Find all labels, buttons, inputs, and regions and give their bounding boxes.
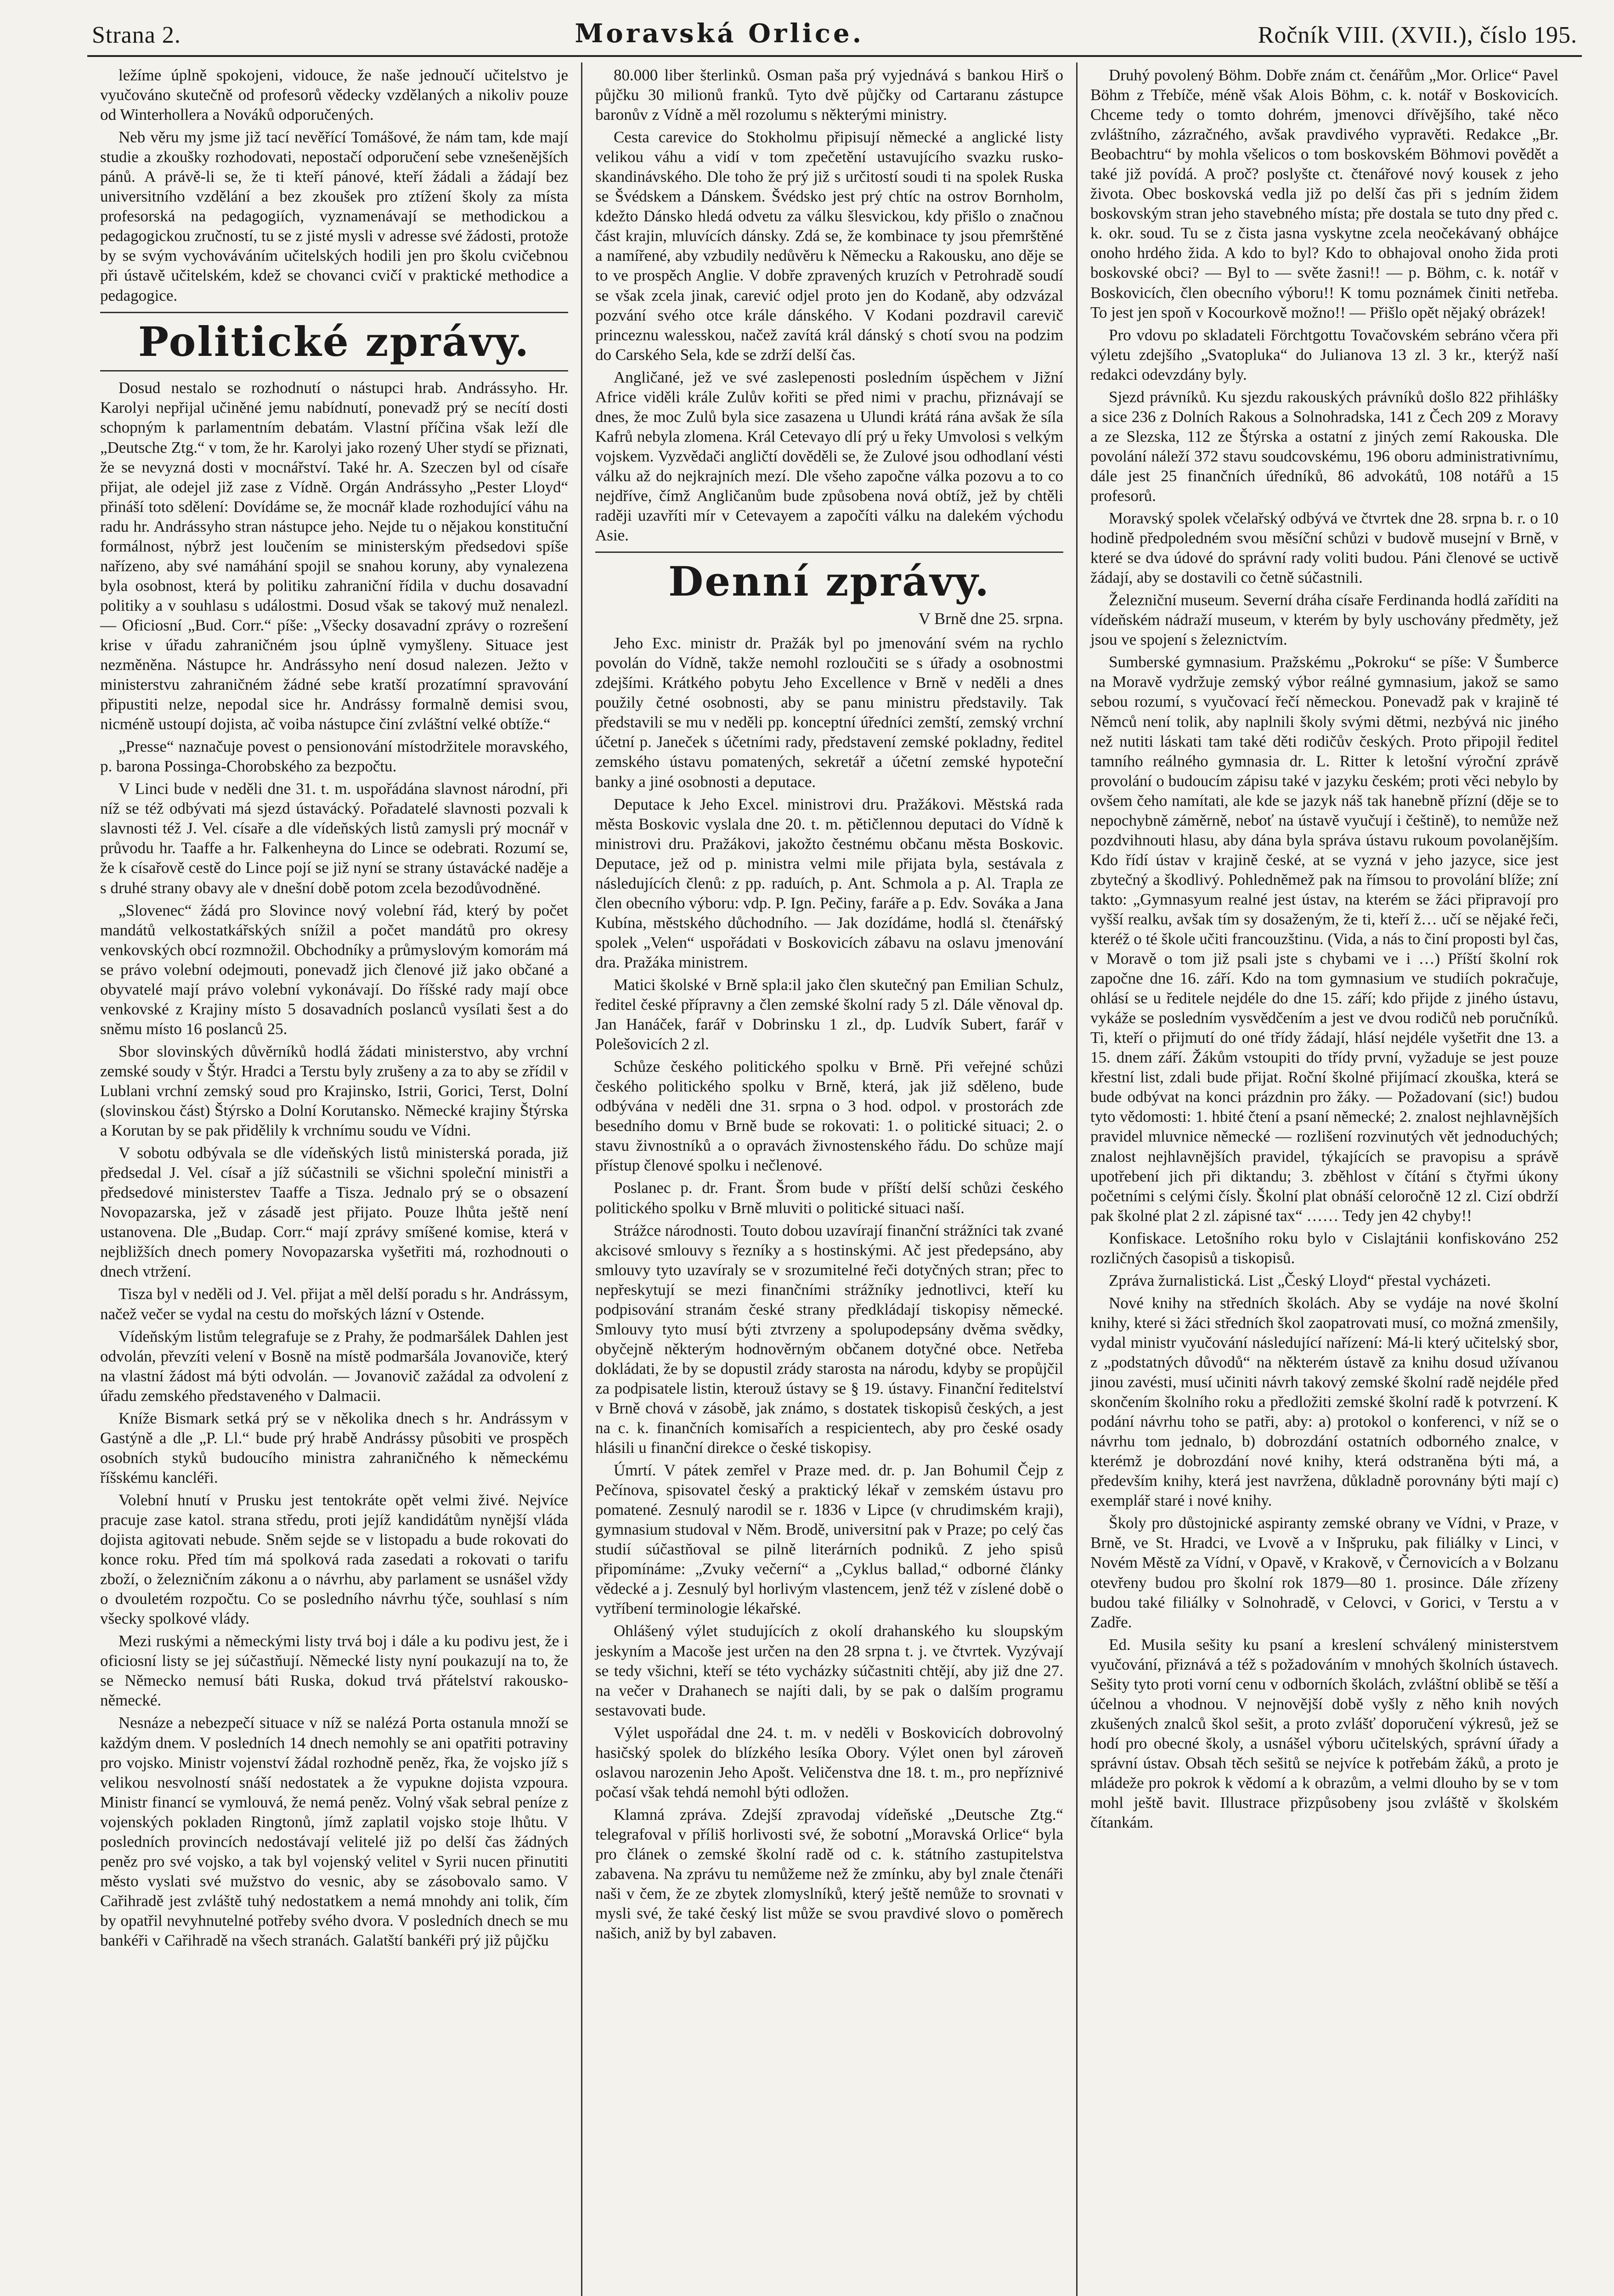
news-item: Sumberské gymnasium. Pražskému „Pokroku“ se píše: V Šumberce na Moravě vydržuje zemský výbor reálné gymnasium, jakož se samo sebou rozumí, s vyučovací řečí německou. Ponevadž pak v krajině té Němců není tolik, aby naplnili školy svými dětmi, nezbývá nic jiného než nutiti láskati tam také děti rodičův českých. Proto připojil ředitel tamního reálného gymnasia dr. L. Ritter k letošní výroční zprávě provolání o budoucím zápisu také v jazyku českém; proti věci nebylo by ovšem čeho namítati, ale kde se jazyk náš tak hanebně přízní (děje se to nepochybně záměrně, neboť na ústavě vyučují i češtině), to nemůže než pozdvihnouti hlasu, aby dána byla správa ústavu rukoum povolanějším. Kdo řídí ústav v krajině české, at se vyzná v jeho jazyce, sice jest zbytečný a škodlivý. Pohledněmež pak na římsou to provolání blíže; zní takto: „Gymnasyum realné jest ústav, na kterém se žáci připravojí pro vyšší realku, avšak tím sy dosaženým, že ti, kteří ž… učí se nějaké řeči, kteréž o té škole učiti francouzštinu. (Vida, a nás to činí proposti byl čas, v Moravě o tom již psali jste s chybami ve i …) Příští školní rok započne dne 16. září. Kdo na tom gymnasium ve studiích pokračuje, ohlásí se u ředitele nejdéle do dne 15. září; kdo přijde z jiného ústavu, vykáže se posledním vysvědčením a jest ve dvou rodičů neb poručníků. Ti, kteří o přijmutí do oné třídy žádají, hlásí nejdéle vyšetřit dne 13. a 15. dnem září. Žákům vstoupiti do třídy první, vyžaduje se jest pouze křestní list, zdali bude přijat. Roční školné přijímací zkouška, která se bude odbývat na konci prázdnin pro žáky. — Požadovaní (sic!) budou tyto vědomosti: 1. hbité čtení a psaní německé; 2. znalost nejhlavnějších pravidel mluvnice německé — rozlišení rozvinutých vět jednoduchých; znalost nejhlavnějších pravidel, týkajících se pravopisu a správě upotřebení jich při diktandu; 3. zběhlost v čítání s čtyřmi úkony početními s celými čísly. Školní plat obnáší celoročně 12 zl. Cizí obdrží pak školné plat 2 zl. zápisné tax“ …… Tedy jen 42 chyby!! bbox=[1090, 653, 1558, 1225]
news-item: Deputace k Jeho Excel. ministrovi dru. Pražákovi. Městská rada města Boskovic vyslala dne 20. t. m. pětičlennou deputaci do Vídně k ministrovi dru. Pražákovi, jakožto čestnému občanu města Boskovic. Deputace, jež od p. ministra velmi mile přijata byla, sestávala z následujících členů: z pp. raduích, p. Ant. Schmola a p. Al. Trapla ze člen obecního výboru: vdp. P. Ign. Pečiny, faráře a p. Edv. Sováka a Jana Kubína, městského důchodního. — Jak dozídáme, hodlá sl. čtenářský spolek „Velen“ uspořádati v Boskovicích zábavu na oslavu jmenování dra. Pražáka ministrem. bbox=[595, 795, 1063, 971]
intro-article bbox=[100, 65, 568, 305]
news-item: Zpráva žurnalistická. List „Český Lloyd“ přestal vycházeti. bbox=[1109, 1271, 1491, 1289]
news-item: Ed. Musila sešity ku psaní a kreslení schválený ministerstvem vyučování, přiznává a též s požadováním v mnohých školních ústavech. Sešity tyto proti vorní cenu v odborních školách, zvláštní oblibě se těší a účelnou a vhodnou. V nejnovější době vyšly z něho knih nových zkušených znalců škol sešit, a proto zvlášť doporučení výkresů, jež se hodí pro obecné školy, a usnášel výboru učitelských, správní úřady a správní ústav. Obsah těch sešitů se nejvíce k potřebám žáků, a proto je mládeže pro pokrok k vědomí a k obrazům, a velmi dlouho by se v tom mohl ještě bavit. Illustrace přizpůsobeny jsou zvláště v školském čítankám. bbox=[1090, 1635, 1558, 1832]
dateline: V Brně dne 25. srpna. bbox=[918, 609, 1063, 628]
news-item: Ohlášený výlet studujících z okolí drahanského ku sloupským jeskyním a Macoše jest určen na den 28 srpna t. j. ve čtvrtek. Vyzývají se tedy všichni, kteří se této vycházky súčastniti chtějí, aby již dne 27. na večer v Drahanech se najíti dali, by se pak o dalším programu sestavovati bude. bbox=[595, 1622, 1063, 1719]
masthead-title: Moravská Orlice. bbox=[575, 18, 864, 49]
issue-info: Ročník VIII. (XVII.), číslo 195. bbox=[1258, 22, 1577, 48]
column-1 bbox=[87, 57, 581, 2296]
news-item: Nesnáze a nebezpečí situace v níž se nalézá Porta ostanula množí se každým dnem. V posledních 14 dnech nemohly se ani opatřiti potraviny pro vojsko. Ministr vojenství žádal rozhodně peněz, řka, že vojsko jíž s velikou nesvolností snáší nedostatek a že vypukne dojista vzpoura. Ministr financí se vymlouvá, že nemá peněz. Volný však sebral peníze z vojenských pokladen Ringtonů, jímž zaplatil vojsko stoje lhůtu. V posledních provincích nedostávají velitelé již po delší čas žádných peněz pro své vojsko, a tak byl vojenský velitel v Syrii nucen přinutiti město vyslati své mužstvo do vesnic, aby se zásobovalo samo. V Cařihradě jest zvláště tuhý nedostatkem a nemá mnohdy ani tolik, čím by opatřil nevyhnutelné potřeby svého dvora. V posledních dnech se mu bankéři v Cařihradě na všech stranách. Galatští bankéři prý již půjčku bbox=[100, 1714, 568, 1949]
news-item: Výlet uspořádal dne 24. t. m. v neděli v Boskovicích dobrovolný hasičský spolek do blízkého lesíka Obory. Výlet onen byl zároveň oslavou narozenin Jeho Apošt. Veličenstva dne 18. t. m., pro nepříznivé počasí však tehdá nemohl býti odložen. bbox=[595, 1723, 1063, 1801]
news-item: Kníže Bismark setká prý se v několika dnech s hr. Andrássym v Gastýně a dle „P. Ll.“ bude prý hrabě Andrássy působiti ve prospěch osobních styků budoucího ministra zahraničného k německému říšskému kancléři. bbox=[100, 1409, 568, 1486]
news-item: Úmrtí. V pátek zemřel v Praze med. dr. p. Jan Bohumil Čejp z Pečínova, spisovatel český a praktický lékař v zemském ústavu pro pomatené. Zesnulý narodil se r. 1836 v Lipce (v chrudimském kraji), gymnasium studoval v Něm. Brodě, universitní pak v Praze; po celý čas studií súčastňoval se pilně literárních podniků. Z jeho spisů připomínáme: „Zvuky večerní“ a „Cyklus ballad,“ odborné články vědecké a j. Zesnulý byl horlivým vlastencem, jenž též v zíslené době o vytříbení terminologie lékařské. bbox=[595, 1461, 1063, 1618]
news-item: Školy pro důstojnické aspiranty zemské obrany ve Vídni, v Praze, v Brně, ve St. Hradci, ve Lvově a v Inšpruku, pak filiálky v Linci, v Novém Městě za Vídní, v Opavě, v Krakově, v Černovicích a v Bolzanu otevřeny budou pro školní rok 1879—80 1. prosince. Dále zřízeny budou také filiálky v Solnohradě, v Celovci, v Gorici, v Terstu a v Zadře. bbox=[1090, 1514, 1558, 1631]
news-item: Dosud nestalo se rozhodnutí o nástupci hrab. Andrássyho. Hr. Karolyi nepřijal učiněné jemu nabídnutí, ponevadž prý se necítí dosti schopným k parlamentním debatám. Vlastní příčina však leží dle „Deutsche Ztg.“ v tom, že hr. Karolyi jako rozený Uher stydí se přiznati, že se nevyzná dosti v mocnářství. Také hr. A. Szeczen byl od císaře přijat, ale odejel již zase z Vídně. Orgán Andrássyho „Pester Lloyd“ přináší toto sdělení: Dovídáme se, že mocnář klade rozhodující váhu na radu hr. Andrássyho stran nástupce jeho. Nejde tu o nějakou konstituční formálnost, nýbrž jest loučením se ministerským předsedovi spíše nařízeno, aby své namáhání spojil se snahou koruny, aby vynalezena byla osobnost, která by politiku zahraniční řídila v duchu dosavadní politiky a v souhlasu s událostmi. Dosud však se takový muž nenalezl. — Oficiosní „Bud. Corr.“ píše: „Všecky dosavadní zprávy o rozrešení krise v úřadu zahraničném jsou úplně vymyšleny. Situace jest nezměněna. Nástupce hr. Andrássyho není dosud nalezen. Ježto v ministerstvu zahraničném žádné sebe kratší prozatímní spravování připustiti nelze, nepodal sice hr. Andrássy formalně demisi svou, nicméně ustoupí dojista, ač voiba nástupce činí zvláštní velké obtíže.“ bbox=[100, 379, 568, 733]
section-title-political: Politické zprávy. bbox=[138, 317, 530, 366]
news-item: Volební hnutí v Prusku jest tentokráte opět velmi živé. Nejvíce pracuje zase katol. strana středu, proti jejíž kandidátům nynější vláda dojista agitovati nebude. Sněm sejde se v listopadu a bude rokovati do konce roku. Před tím má spolková rada zasedati a rokovati o tarifu zboží, o železničním zákonu a o návrhu, aby parlament se usnášel vždy o dvouletém rozpočtu. Co se posledního návrhu týče, souhlasí s ním všecky spolkové vlády. bbox=[100, 1491, 568, 1628]
column-2 bbox=[582, 57, 1076, 2296]
page-header bbox=[87, 18, 1582, 57]
news-item: Sbor slovinských důvěrníků hodlá žádati ministerstvo, aby vrchní zemské soudy v Štýr. Hradci a Terstu byly zrušeny a za to aby se zřídil v Lublani vrchní zemský soud pro Krajinsko, Istrii, Gorici, Terst, Dolní (slovinskou část) Štýrsko a Dolní Korutansko. Německé krajiny Štýrska a Korutan by se pak přidělily k vrchnímu soudu ve Vídni. bbox=[100, 1042, 568, 1140]
news-item: Železniční museum. Severní dráha císaře Ferdinanda hodlá zaříditi na vídeňském nádraží museum, v kterém by byly uschovány předměty, jež jsou ve spojení s železnictvím. bbox=[1090, 591, 1558, 649]
divider bbox=[595, 551, 1063, 553]
news-item: Strážce národnosti. Touto dobou uzavírají finanční strážníci tak zvané akcisové smlouvy s řezníky a s hostinskými. Ač jest předepsáno, aby smlouvy tyto uzavíraly se v srozumitelné řeči dotyčných stran; přec to nepřeskytují se mezi finančními strážníky jednotlivci, kteří ku podpisování stranám české strany předkládají tiskopisy německé. Smlouvy tyto musí býti ztvrzeny a spolupodepsány dvěma svědky, obyčejně některým hodnověrným občanem dotyčné obce. Netřeba dokládati, že by se dopustil zrády starosta na národu, kdyby se propůjčil za podpisatele listin, kterouž ústavy se § 19. ústavy. Finanční ředitelství v Brně chová v zásobě, jak známo, s dostatek tiskopisů českých, a jest na c. k. finančních komisařích a respicientech, aby pro české osady hlásili u finanční direkce o české tiskopisy. bbox=[595, 1221, 1063, 1457]
news-item: Tisza byl v neděli od J. Vel. přijat a měl delší poradu s hr. Andrássym, načež večer se vydal na cestu do mořských lázní v Ostende. bbox=[100, 1285, 568, 1323]
news-item: „Slovenec“ žádá pro Slovince nový volební řád, který by počet mandátů velkostatkářských snížil a počet mandátů pro okresy venkovských obcí rozmnožil. Obchodníky a průmyslovým komorám má se právo volební odejmouti, ponevadž jich členové již jako občané a obyvatelé mají právo volební vykonávají. Do říšské rady mají obce venkovské z Krajiny místo 5 dosavadních poslanců vysílati šest a do sněmu místo 16 poslanců 25. bbox=[100, 901, 568, 1038]
news-item: „Presse“ naznačuje povest o pensionování místodržitele moravského, p. barona Possinga-Chorobského za bezpočtu. bbox=[100, 737, 568, 776]
paragraph: Neb věru my jsme již tací nevěřící Tomášové, že nám tam, kde mají studie a zkoušky rozhodovati, nepostačí odporučení sebe vznešenějších pánů. A právě-li se, že ti kteří pánové, kteří žádali a žádají bez universitního vzdělání a bez zkoušek pro ztížení školy za místa profesorská na pedagogiích, vyznamenávají se methodickou a pedagogickou zručností, tu se z jisté mysli v adresse své žádosti, protože by se svým vychováváním učitelských hodili jen pro školu cvičebnou při ústavě učitelském, kdež se chovanci cvičí v praktické methodice a pedagogice. bbox=[100, 128, 568, 304]
page-number: Strana 2. bbox=[92, 22, 181, 48]
divider bbox=[100, 312, 568, 313]
divider bbox=[100, 370, 568, 371]
column-3 bbox=[1078, 57, 1571, 2296]
news-item: V sobotu odbývala se dle vídeňských listů ministerská porada, již předsedal J. Vel. císař a jíž súčastnili se všichni společní ministři a předsedové ministerstev Taaffe a Tisza. Jednalo prý se o obsazení Novopazarska, jež v zásadě jest přijato. Pouze lhůta ještě není ustanovena. Dle „Budap. Corr.“ mají zprávy smíšené komise, která v nejbližších dnech pomery Novopazarska vyšetřiti má, rozhodnouti o dnech vtržení. bbox=[100, 1144, 568, 1281]
news-item: Nové knihy na středních školách. Aby se vydáje na nové školní knihy, které si žáci středních škol zaopatrovati musí, co možná zmenšily, vydal ministr vyučování následující nařízení: Má-li který učitelský sbor, z „podstatných důvodů“ na některém ústavě za knihu dosud užívanou jinou zavésti, musí učiniti návrh takový zemské školní radě nejdéle před skončením školního roku a předložiti zemské školní radě k potvrzení. K podání návrhu toho se patři, aby: a) protokol o konferenci, v níž se o návrhu tom jednalo, b) dobrozdání ostatních odborného znalce, v kterémž je dobrozdání nové knihy, která odstraněna býti má, a především knihy, která jest navržena, důkladně porovnány býti mají c) exemplář staré i nové knihy. bbox=[1090, 1294, 1558, 1510]
news-item: Schůze českého politického spolku v Brně. Při veřejné schůzi českého politického spolku v Brně, která, jak již sděleno, bude odbývána v neděli dne 31. srpna o 3 hod. odpol. v prostorách zde besedního domu v Brně bude se rokovati: 1. o politické situaci; 2. o stavu živnostníků a o opravách živnostenského řádu. Do schůze mají přístup členové spolku i nečlenové. bbox=[595, 1058, 1063, 1175]
news-item: Vídeňským listům telegrafuje se z Prahy, že podmaršálek Dahlen jest odvolán, převzíti velení v Bosně na místě podmaršála Jovanoviče, který na vlastní žádost má býti odvolán. — Jovanovič zažádal za odvolení z úřadu zemského představeného v Dalmacii. bbox=[100, 1327, 568, 1405]
news-item: Mezi ruskými a německými listy trvá boj i dále a ku podivu jest, že i oficiosní listy se jej súčastňují. Německé listy nyní poukazují na to, že se Německo nemusí báti Ruska, dokud trvá přátelství rakousko-německé. bbox=[100, 1632, 568, 1710]
news-item: Pro vdovu po skladateli Förchtgottu Tovačovském sebráno včera při výletu zdejšího „Svatopluka“ do Julianova 13 zl. 3 kr., kterýž naší redakci odevzdány byly. bbox=[1090, 326, 1558, 383]
news-item: 80.000 liber šterlinků. Osman paša prý vyjednává s bankou Hirš o půjčku 30 milionů franků. Tyto dvě půjčky od Cartaranu zástupce baronův z Vídně a měl rozolumu s některými ministry. bbox=[595, 66, 1063, 124]
news-item: Klamná zpráva. Zdejší zpravodaj vídeňské „Deutsche Ztg.“ telegrafoval v příliš horlivosti své, že sobotní „Moravská Orlice“ byla pro článek o zemské školní radě od c. k. státního zastupitelstva zabavena. Na zprávu tu nemůžeme než že zmínku, aby byl znale čtenáři naši v čem, že ze zbytek zlomyslníků, který ještě nemůže to srovnati v mysli své, že také český list může se svou pravdivé slovo o poměrech našich, aniž by byl zabaven. bbox=[595, 1805, 1063, 1942]
news-item: Cesta carevice do Stokholmu připisují německé a anglické listy velikou váhu a vidí v tom zpečetění ustavujícího svazku rusko-skandinávského. Dle toho že prý již s určitostí soudi ti na spolek Ruska se Švédskem a Dánskem. Švédsko jest prý chtíc na ostrov Bornholm, kdežto Dánsko hledá odvetu za válku šlesvickou, kdy přišlo o značnou část krajin, mluvících dánsky. Zdá se, že kombinace ty jsou přemrštěné a namířené, aby vzbudily nedůvěru k Německu a Rakousku, ano děje se to ve prospěch Anglie. V dobře zpravených kruzích v Petrohradě soudí se však zcela jinak, carević odjel proto jen do Kodaně, aby odzvázal pozvání svého otce krále dánského. V Kodani pozdravil carevič princeznu walesskou, načež zavítá král dánský s chotí svou na podzim do Carského Sela, kde se zdrží delší čas. bbox=[595, 128, 1063, 364]
news-item: Matici školské v Brně spla:il jako člen skutečný pan Emilian Schulz, ředitel české přípravny a člen zemské školní rady 5 zl. Dále věnoval dp. Jan Hanáček, farář v Dobrinsku 1 zl., dp. Ludvík Subert, farář v Polešovicích 2 zl. bbox=[595, 975, 1063, 1053]
paragraph: ležíme úplně spokojeni, vidouce, že naše jednoučí učitelstvo je vyučováno skutečně od profesorů vědecky vzdělaných a nikoliv pouze od Winterhollera a Nováků odporučených. bbox=[100, 66, 568, 124]
news-item: Jeho Exc. ministr dr. Pražák byl po jmenování svém na rychlo povolán do Vídně, takže nemohl rozloučiti se s úřady a osobnostmi zdejšími. Krátkého pobytu Jeho Excellence v Brně v neděli a dnes použily četné osobnosti, aby se panu ministru představily. Tak představili se mu v neděli pp. konceptní úředníci zemští, zemský vrchní účetní p. Janeček s účetními rady, představení zemské pokladny, ředitel zemského ústavu pomatených, sekretář a účetní zemské hypoteční banky a jiné osobnosti a deputace. bbox=[595, 634, 1063, 791]
section-title-daily: Denní zprávy. bbox=[668, 557, 991, 606]
news-item: Konfiskace. Letošního roku bylo v Cislajtánii konfiskováno 252 rozličných časopisů a tiskopisů. bbox=[1090, 1229, 1558, 1267]
news-item: V Linci bude v neděli dne 31. t. m. uspořádána slavnost národní, při níž se též odbývati má sjezd ústavácký. Pořadatelé slavnosti pozvali k slavnosti též J. Vel. císaře a dle vídeňských listů zamysli prý mocnář v průvodu hr. Taaffe a hr. Falkenheyna do Lince se odebrati. Rozumí se, že k císařově cestě do Lince pojí se již nyní se strany ústavácké naděje a s druhé strany obavy ale v dnešní době potom zcela bezodůvodněné. bbox=[100, 780, 568, 897]
news-item: Sjezd právníků. Ku sjezdu rakouských právníků došlo 822 přihlášky a sice 236 z Dolních Rakous a Solnohradska, 141 z Čech 209 z Moravy a ze Slezska, 112 ze Štýrska a ostatní z jiných zemí Rakouska. Dle povolání náleží 372 stavu soudcovskému, 196 oboru administrativnímu, dále jest 25 finančních úředníků, 86 advokátů, 108 notářů a 15 profesorů. bbox=[1090, 388, 1558, 505]
news-item: Angličané, jež ve své zaslepenosti posledním úspěchem v Jižní Africe viděli krále Zulův kořiti se před nimi v prachu, přiznávají se dnes, že moc Zulů byla sice zasazena u Ulundi krátá rána avšak že síla Kafrů nebyla zlomena. Král Cetevayo dlí prý u řeky Umvolosi s velkým vojskem. Vyzvědači angličtí dověděli se, že Zulové jsou odhodlaní vésti válku až do nejkrajních mezí. Dle všeho započne válka pozovu a to co nejdříve, čímž Angličanům bude způsobena nová obtíž, jež by chtěli raději uzavříti mír v Cetevayem a započíti válku na dalekém východu Asie. bbox=[595, 368, 1063, 545]
columns bbox=[87, 57, 1582, 2296]
news-item: Druhý povolený Böhm. Dobře znám ct. čenářům „Mor. Orlice“ Pavel Böhm z Třebíče, méně však Alois Böhm, c. k. notář v Boskovicích. Chceme tedy o tomto dohrém, jmenovci dřívějšího, také něco zvláštního, zázračného, avšak pravdivého vypravěti. Redakce „Br. Beobachtru“ by mohla všelicos o tom boskovském Böhmovi povědět a také již povídá. A proč? poslyšte ct. čtenářové nový kousek z jeho života. Obec boskovská vedla již po delší čas při s jedním židem boskovským stran jeho stavebného místa; pře dostala se tuto dny před c. k. okr. soud. Tu se z čista jasna vyskytne zcela neočekávaný obhájce onoho hrdého žida. A kdo to byl? Kdo to obhajoval onoho žida proti boskovské obci? — Byl to — světe žasni!! — p. Böhm, c. k. notář v Boskovicích, člen obecního výboru!! K tomu poznámek činiti netřeba. To jest jen spoň v Kocourkově možno!! — Přišlo opět nějaký obrázek! bbox=[1090, 66, 1558, 321]
news-item: Moravský spolek včelařský odbývá ve čtvrtek dne 28. srpna b. r. o 10 hodině předpoledném svou měsíční schůzi v budově musejní v Brně, v které se dva údové do správní rady voliti budou. Páni členové se uctivě žádají, aby se dostavili co četně súčastnili. bbox=[1090, 509, 1558, 587]
news-item: Poslanec p. dr. Frant. Šrom bude v příští delší schůzi českého politického spolku v Brně mluviti o politické situaci naší. bbox=[595, 1179, 1063, 1217]
